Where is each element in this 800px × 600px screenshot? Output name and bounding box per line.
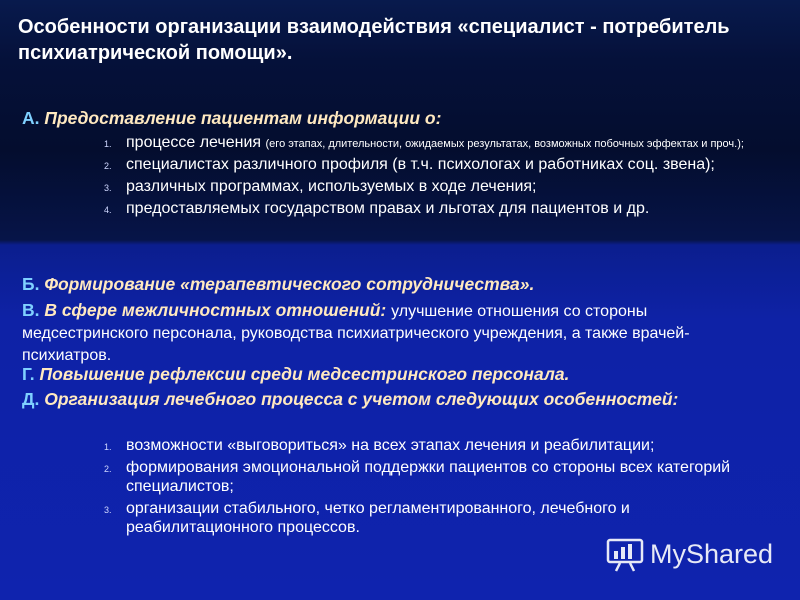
section-d-heading xyxy=(22,389,692,410)
list-text: возможности «выговориться» на всех этапах лечения и реабилитации; xyxy=(126,437,655,454)
list-text: предоставляемых государством правах и льготах для пациентов и др. xyxy=(126,200,650,217)
list-number: 2. xyxy=(104,464,112,474)
section-v-heading xyxy=(22,300,762,366)
list-text: различных программах, используемых в ходе лечения; xyxy=(126,178,537,195)
section-a-text: Предоставление пациентам информации о: xyxy=(44,108,442,128)
watermark-text: MyShared xyxy=(650,538,774,569)
section-b-heading xyxy=(22,274,534,295)
section-v-text: В сфере межличностных отношений: xyxy=(44,300,387,320)
list-item xyxy=(104,155,774,174)
list-note: (его этапах, длительности, ожидаемых результатах, возможных побочных эффектах и проч.); xyxy=(265,138,744,150)
list-number: 2. xyxy=(104,161,112,171)
section-d-letter: Д. xyxy=(22,389,40,409)
section-a-list xyxy=(104,133,774,218)
list-item xyxy=(104,436,774,455)
slide-title: Особенности организации взаимодействия «специалист - потребитель психиатрической помощи». xyxy=(18,16,730,64)
section-g-text: Повышение рефлексии среди медсестринского персонала. xyxy=(39,364,570,384)
section-g-letter: Г. xyxy=(22,364,35,384)
section-a-letter: А. xyxy=(22,108,40,128)
list-item xyxy=(104,499,774,537)
section-b-letter: Б. xyxy=(22,274,40,294)
list-number: 1. xyxy=(104,442,112,452)
section-g-heading xyxy=(22,364,569,385)
section-v-letter: В. xyxy=(22,300,40,320)
list-number: 4. xyxy=(104,205,112,215)
list-text: формирования эмоциональной поддержки пациентов со стороны всех категорий специалистов; xyxy=(126,459,731,495)
list-number: 3. xyxy=(104,183,112,193)
list-text: специалистах различного профиля (в т.ч. психологах и работниках соц. звена); xyxy=(126,156,715,173)
section-a-heading xyxy=(22,108,441,129)
list-number: 1. xyxy=(104,139,112,149)
list-text: организации стабильного, четко регламентированного, лечебного и реабилитационного процессов. xyxy=(126,500,630,536)
list-item xyxy=(104,133,774,152)
list-item xyxy=(104,458,774,496)
list-item xyxy=(104,177,774,196)
presentation-chart-icon xyxy=(606,536,644,572)
section-d-list xyxy=(104,436,774,537)
section-b-text: Формирование «терапевтического сотрудничества». xyxy=(44,274,535,294)
list-text: процессе лечения xyxy=(126,134,262,151)
section-d-text: Организация лечебного процесса с учетом следующих особенностей: xyxy=(44,389,679,409)
section-v-plain: улучшение отношения со стороны медсестринского персонала, руководства психиатрического учреждения, а также врачей-психиатров. xyxy=(22,303,690,364)
watermark xyxy=(606,536,773,572)
list-item xyxy=(104,199,774,218)
list-number: 3. xyxy=(104,505,112,515)
